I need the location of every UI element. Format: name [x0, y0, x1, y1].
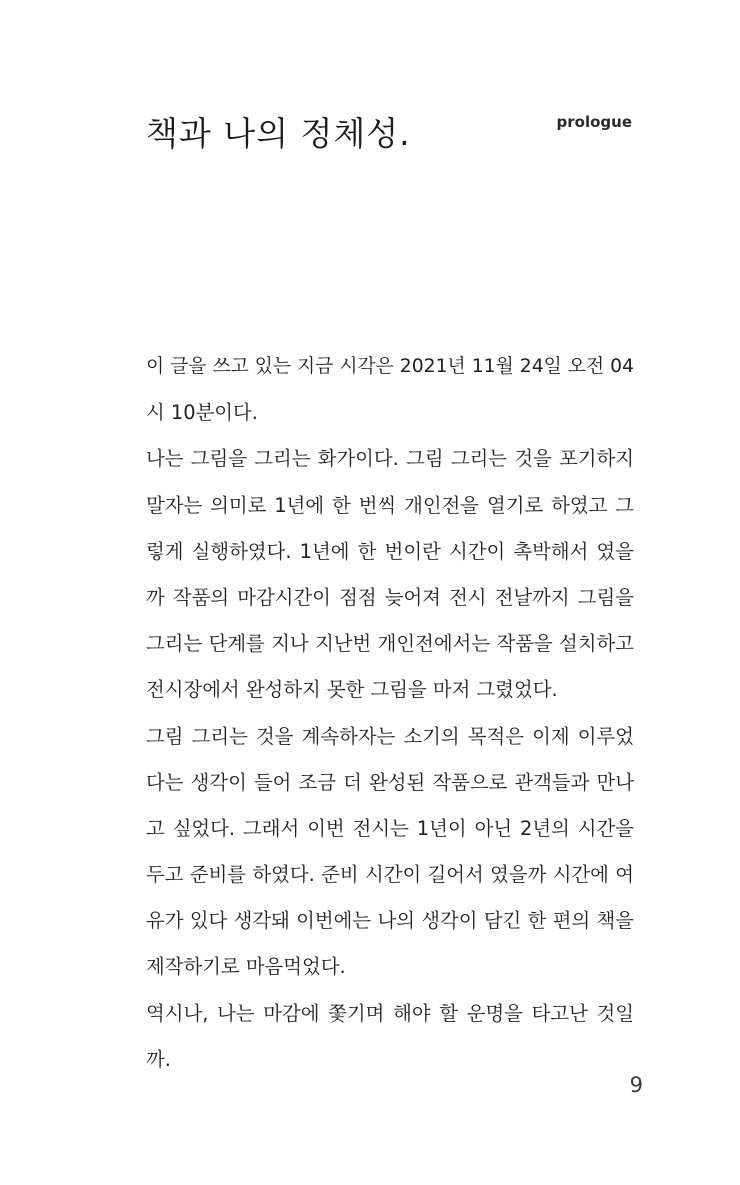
body-line: 역시나, 나는 마감에 쫓기며 해야 할 운명을 타고난 것일 [146, 1001, 634, 1025]
body-line: 이 글을 쓰고 있는 지금 시각은 2021년 11월 24일 오전 04 [146, 356, 634, 377]
body-text [146, 344, 634, 1083]
body-line: 렇게 실행하였다. 1년에 한 번이란 시간이 촉박해서 였을 [146, 539, 634, 563]
chapter-title: 책과 나의 정체성. [146, 114, 411, 153]
body-line: 두고 준비를 하였다. 준비 시간이 길어서 였을까 시간에 여 [146, 863, 634, 887]
body-line: 유가 있다 생각돼 이번에는 나의 생각이 담긴 한 편의 책을 [146, 909, 634, 933]
body-line: 시 10분이다. [146, 401, 258, 425]
body-line: 다는 생각이 들어 조금 더 완성된 작품으로 관객들과 만나 [146, 770, 634, 794]
body-line: 그리는 단계를 지나 지난번 개인전에서는 작품을 설치하고 [146, 632, 634, 656]
body-line: 까. [146, 1047, 171, 1071]
page-number: 9 [629, 1073, 643, 1097]
body-line: 제작하기로 마음먹었다. [146, 955, 346, 979]
body-line: 고 싶었다. 그래서 이번 전시는 1년이 아닌 2년의 시간을 [146, 816, 634, 840]
body-line: 나는 그림을 그리는 화가이다. 그림 그리는 것을 포기하지 [146, 447, 634, 471]
body-line: 그림 그리는 것을 계속하자는 소기의 목적은 이제 이루었 [146, 724, 634, 748]
body-line: 전시장에서 완성하지 못한 그림을 마저 그렸었다. [146, 678, 558, 702]
body-line: 까 작품의 마감시간이 점점 늦어져 전시 전날까지 그림을 [146, 585, 634, 609]
section-label: prologue [556, 113, 632, 131]
body-line: 말자는 의미로 1년에 한 번씩 개인전을 열기로 하였고 그 [146, 493, 634, 517]
